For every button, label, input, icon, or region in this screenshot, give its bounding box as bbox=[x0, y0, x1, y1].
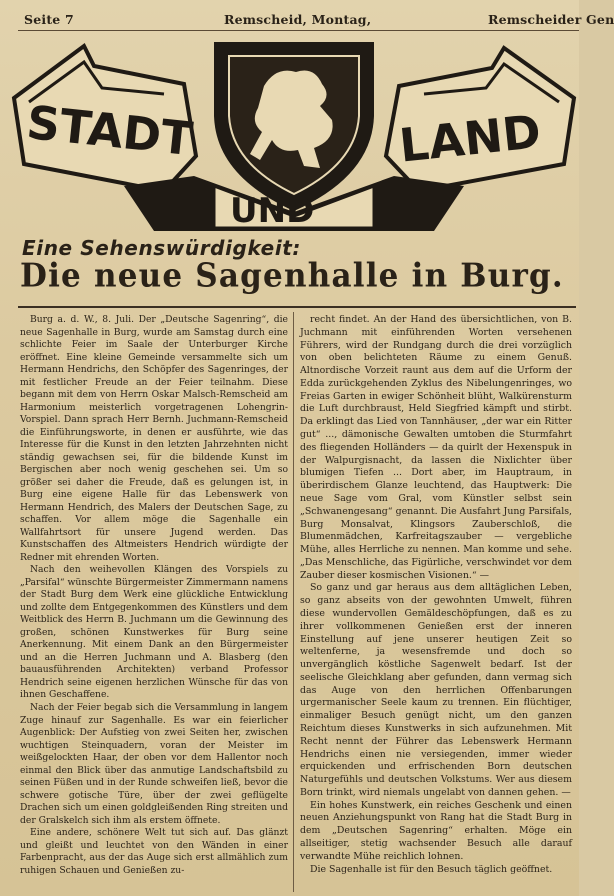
paragraph: Nach der Feier begab sich die Versammlung in langem Zuge hinauf zur Sagenhalle. Es war ein feierlicher Augenblick: Der Aufstieg von zwei Seiten her, zwischen wuchtigen Steinquadern, voran der Meister im weißgelockten Haar, der oben vor dem Hallentor noch einmal den Blick über das anmutige Landschaftsbild zu seinen Füßen und in der Runde schweifen ließ, bevor die schwere gotische Türe, über der zwei geflügelte Drachen sich um einen goldgleißenden Ring streiten und der Gralskelch sich ihm als erstem öffnete. bbox=[20, 701, 288, 826]
page-number: Seite 7 bbox=[24, 12, 74, 27]
masthead-graphic bbox=[14, 36, 574, 236]
newspaper-name: Remscheider Gen bbox=[488, 12, 614, 27]
paragraph: recht findet. An der Hand des übersichtlichen, von B. Juchmann mit einführenden Worten versehenen Führers, wird der Rundgang durch die drei vorzüglich von oben belichteten Räume zu einem Genuß. Altnordische Vorzeit raunt aus dem auf die Urform der Edda zurückgehenden Zyklus des Nibelungenringes, wo Freias Garten in ewiger Schönheit blüht, Walkürensturm die Luft durchbraust, Held Siegfried kämpft und stirbt. Da erklingt das Lied von Tannhäuser, „der war ein Ritter gut“ ..., dämonische Gewalten umtoben die Sturmfahrt des fliegenden Holländers — da quirlt der Hexenspuk in der Walpurgisnacht, da lassen die Nixlichter über blumigen Tiefen ... Dort aber, im Hauptraum, in überirdischem Glanze leuchtend, das Hauptwerk: Die neue Sage vom Gral, vom Künstler selbst sein „Schwanengesang“ genannt. Die Ausfahrt Jung Parsifals, Burg Monsalvat, Klingsors Zauberschloß, die Blumenmädchen, Karfreitagszauber — vergebliche Mühe, alles Herrliche zu nennen. Man komme und sehe. „Das Menschliche, das Figürliche, verschwindet vor dem Zauber dieser kosmischen Visionen.“ — bbox=[300, 314, 572, 581]
article-column-left bbox=[20, 314, 288, 877]
place-date: Remscheid, Montag, bbox=[224, 12, 372, 27]
paragraph: Die Sagenhalle ist für den Besuch täglich geöffnet. bbox=[310, 863, 553, 875]
masthead-word-stadt: STADT bbox=[24, 95, 196, 167]
masthead-word-land: LAND bbox=[396, 104, 544, 173]
paragraph: Ein hohes Kunstwerk, ein reiches Geschenk und einen neuen Anziehungspunkt von Rang hat die Stadt Burg in dem „Deutschen Sagenring“ erhalten. Möge ein allseitiger, stetig wachsender Besuch alle darauf verwandte Mühe reichlich lohnen. bbox=[300, 799, 572, 862]
headline-rule bbox=[18, 306, 576, 308]
article-headline: Die neue Sagenhalle in Burg. bbox=[20, 257, 564, 295]
paragraph: Burg a. d. W., 8. Juli. Der „Deutsche Sagenring“, die neue Sagenhalle in Burg, wurde am Samstag durch eine schlichte Feier im Saale der Unterburger Kirche eröffnet. Eine kleine Gemeinde versammelte sich um Hermann Hendrichs, den Schöpfer des Sagenringes, der mit festlicher Freude an der Feier teilnahm. Diese begann mit dem von Herrn Oskar Malsch-Remscheid am Harmonium meisterlich vorgetragenen Lohengrin-Vorspiel. Dann sprach Herr Bernh. Juchmann-Remscheid die Einführungsworte, in denen er ausführte, wie das Interesse für die Kunst in den letzten Jahrzehnten nicht ständig gewachsen sei, für die bildende Kunst im Bergischen aber noch wenig geschehen sei. Um so größer sei daher die Freude, daß es gelungen ist, in Burg eine eigene Halle für das Lebenswerk von Hermann Hendrich, des Malers der Deutschen Sage, zu schaffen. Vor allem möge die Sagenhalle ein Wallfahrtsort für unsere Jugend werden. Das Kunstschaffen des Altmeisters Hendrich würdigte der Redner mit ehrenden Worten. bbox=[20, 314, 288, 563]
column-divider bbox=[293, 312, 294, 892]
paragraph: So ganz und gar heraus aus dem alltäglichen Leben, so ganz abseits von der gewohnten Umwelt, führen diese wundervollen Gemäldeschöpfungen, daß es zu ihrer vollkommenen Genießen erst der inneren Einstellung auf jene unserer heutigen Zeit so weltenferne, ja wesensfremde und doch so unvergänglich köstliche Sagenwelt bedarf. Ist der seelische Gleichklang aber gefunden, dann vermag sich das Auge von den herrlichen Offenbarungen urgermanischer Seele kaum zu trennen. Ein flüchtiger, einmaliger Besuch genügt nicht, um den ganzen Reichtum dieses Kunstwerks in sich aufzunehmen. Mit Recht nennt der Führer das Lebenswerk Hermann Hendrichs einen nie versiegenden, immer wieder erquickenden und erfrischenden Born deutschen Naturgefühls und deutschen Volkstums. Wer aus diesem Born trinkt, wird niemals ungelabt von dannen gehen. — bbox=[300, 582, 572, 798]
paragraph: Nach den weihevollen Klängen des Vorspiels zu „Parsifal“ wünschte Bürgermeister Zimmermann namens der Stadt Burg dem Werk eine glückliche Entwicklung und zollte dem Entgegenkommen des Künstlers und dem Weitblick des Herrn B. Juchmann um die Gewinnung des großen, schönen Kunstwerkes für Burg seine Anerkennung. Mit einem Dank an den Bürgermeister und an die Herren Juchmann und A. Blasberg (den bauausführenden Architekten) verband Professor Hendrich seine eigenen herzlichen Wünsche für das von ihnen Geschaffene. bbox=[20, 564, 288, 701]
page-header bbox=[18, 8, 614, 31]
article-column-right bbox=[300, 314, 572, 876]
article-kicker: Eine Sehenswürdigkeit: bbox=[22, 236, 302, 260]
stadt-und-land-masthead bbox=[14, 36, 574, 236]
paragraph: Eine andere, schönere Welt tut sich auf. Das glänzt und gleißt und leuchtet von den Wänden in einer Farbenpracht, aus der das Auge sich erst allmählich zum ruhigen Schauen und Genießen zu- bbox=[20, 827, 288, 876]
masthead-word-und: UND bbox=[230, 191, 315, 231]
